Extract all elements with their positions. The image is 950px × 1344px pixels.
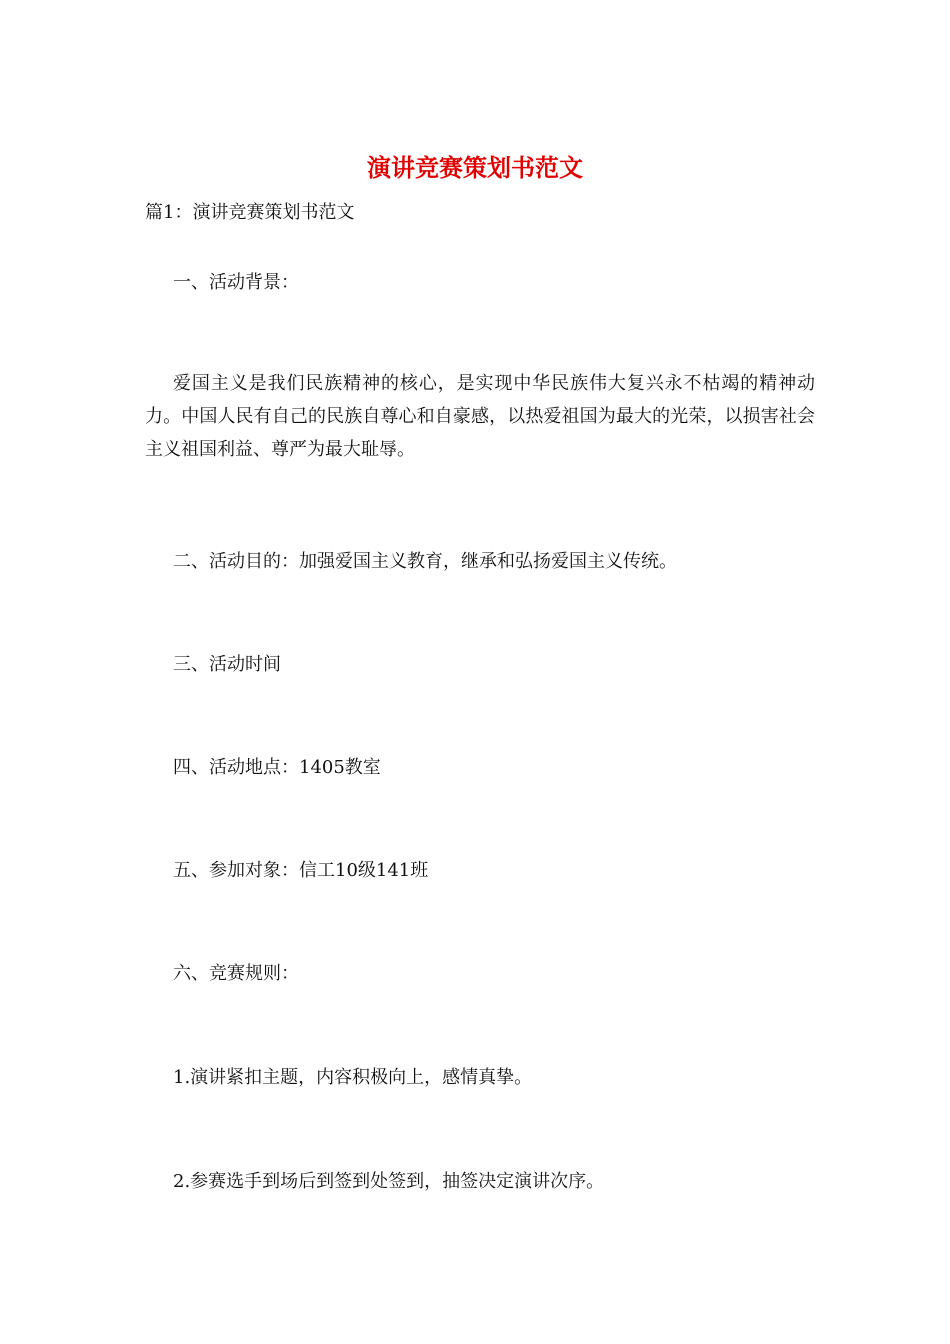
section-background-text: 爱国主义是我们民族精神的核心，是实现中华民族伟大复兴永不枯竭的精神动力。中国人民有自己的民族自尊心和自豪感，以热爱祖国为最大的光荣，以损害社会主义祖国利益、尊严为最大耻辱。 [145, 373, 815, 460]
section-location: 四、活动地点：1405教室 [173, 757, 381, 778]
section-purpose: 二、活动目的：加强爱国主义教育，继承和弘扬爱国主义传统。 [173, 551, 677, 572]
section-background-heading: 一、活动背景： [173, 272, 299, 293]
document-subtitle: 篇1：演讲竞赛策划书范文 [145, 202, 355, 223]
document-title: 演讲竞赛策划书范文 [367, 153, 583, 182]
section-time: 三、活动时间 [173, 654, 281, 675]
section-participants: 五、参加对象：信工10级141班 [173, 860, 429, 881]
rule-item-2: 2.参赛选手到场后到签到处签到，抽签决定演讲次序。 [173, 1171, 605, 1192]
section-rules-heading: 六、竞赛规则： [173, 963, 299, 984]
rule-item-1: 1.演讲紧扣主题，内容积极向上，感情真挚。 [173, 1067, 533, 1088]
